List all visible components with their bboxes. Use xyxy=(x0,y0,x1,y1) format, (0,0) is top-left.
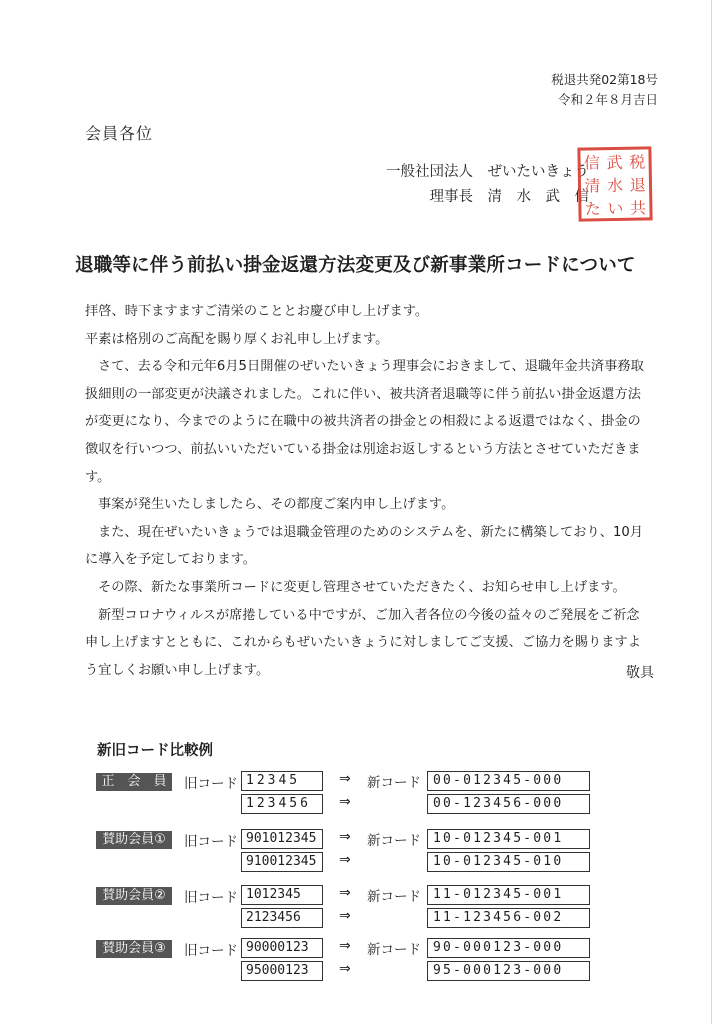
document-date: 令和２年８月吉日 xyxy=(557,92,658,107)
document-title: 退職等に伴う前払い掛金返還方法変更及び新事業所コードについて xyxy=(75,255,636,276)
page-edge-line xyxy=(711,0,712,1024)
old-code-value: 901012345 xyxy=(241,829,323,849)
body-paragraph: また、現在ぜいたいきょうでは退職金管理のためのシステムを、新たに構築しており、10月に導入を予定しております。 xyxy=(85,524,644,568)
code-group-supporting-member-1 xyxy=(96,829,596,877)
body-paragraph: 事案が発生いたしましたら、その都度ご案内申し上げます。 xyxy=(98,497,455,513)
comparison-title: 新旧コード比較例 xyxy=(97,743,213,759)
new-code-value: 00-012345-000 xyxy=(427,771,590,791)
old-code-label: 旧コード xyxy=(184,943,238,959)
sender-block xyxy=(386,160,589,210)
old-code-value: 95000123 xyxy=(241,961,323,981)
new-code-value: 11-123456-002 xyxy=(427,908,590,928)
seal-char: 共 xyxy=(629,198,647,218)
category-badge: 賛助会員② xyxy=(96,887,172,905)
seal-char: 退 xyxy=(629,175,646,195)
body-paragraph: さて、去る令和元年6月5日開催のぜいたいきょう理事会におきまして、退職年金共済事務取扱細則の一部変更が決議されました。これに伴い、被共済者退職等に伴う前払い掛金返還方法が変更になり、今までのように在職中の被共済者の掛金との相殺による返還ではなく、掛金の徴収を行いつつ、前払いいただいている掛金は別途お返しするという方法とさせていただきます。 xyxy=(85,359,644,485)
body-paragraph: その際、新たな事業所コードに変更し管理させていただきたく、お知らせ申し上げます。 xyxy=(98,579,626,595)
arrow-icon: ⇒ xyxy=(339,938,351,954)
document-number: 税退共発02第18号 xyxy=(551,72,658,87)
old-code-value: 1012345 xyxy=(241,885,323,905)
new-code-value: 10-012345-001 xyxy=(427,829,590,849)
new-code-value: 00-123456-000 xyxy=(427,794,590,814)
seal-char: 信 xyxy=(583,153,601,173)
code-group-supporting-member-3 xyxy=(96,938,596,986)
code-group-supporting-member-2 xyxy=(96,885,596,933)
seal-char: い xyxy=(607,198,624,219)
old-code-label: 旧コード xyxy=(184,834,238,850)
old-code-label: 旧コード xyxy=(184,776,238,792)
category-badge: 賛助会員① xyxy=(96,831,172,849)
sender-organization: 一般社団法人 ぜいたいきょう xyxy=(386,164,589,180)
arrow-icon: ⇒ xyxy=(339,885,351,901)
arrow-icon: ⇒ xyxy=(339,794,351,810)
new-code-label: 新コード xyxy=(367,833,421,849)
arrow-icon: ⇒ xyxy=(339,852,351,868)
code-group-regular-member xyxy=(96,771,596,819)
closing-remark: 敬具 xyxy=(626,665,654,681)
old-code-value: 910012345 xyxy=(241,852,323,872)
greeting-line: 平素は格別のご高配を賜り厚くお礼申し上げます。 xyxy=(85,331,389,347)
sender-representative: 理事長 清 水 武 信 xyxy=(429,189,589,205)
category-badge: 正 会 員 xyxy=(96,773,172,791)
greeting-line: 拝啓、時下ますますご清栄のこととお慶び申し上げます。 xyxy=(85,304,429,319)
arrow-icon: ⇒ xyxy=(339,908,351,924)
old-code-value: 123456 xyxy=(241,794,323,814)
new-code-value: 10-012345-010 xyxy=(427,852,590,872)
new-code-value: 11-012345-001 xyxy=(427,885,590,905)
arrow-icon: ⇒ xyxy=(339,771,351,787)
seal-char: た xyxy=(584,199,601,219)
new-code-value: 90-000123-000 xyxy=(427,938,590,958)
arrow-icon: ⇒ xyxy=(339,961,351,977)
new-code-value: 95-000123-000 xyxy=(427,961,590,981)
document-header xyxy=(551,70,658,110)
new-code-label: 新コード xyxy=(367,775,421,791)
seal-char: 水 xyxy=(606,175,624,196)
new-code-label: 新コード xyxy=(367,942,421,958)
old-code-value: 12345 xyxy=(241,771,323,791)
seal-char: 武 xyxy=(606,152,623,173)
recipient: 会員各位 xyxy=(85,124,154,143)
body-paragraph: 新型コロナウィルスが席捲している中ですが、ご加入者各位の今後の益々のご発展をご祈念申し上げますとともに、これからもぜいたいきょうに対しましてご支援、ご協力を賜りますよう宜しくお願い申し上げます。 xyxy=(85,607,641,678)
old-code-value: 2123456 xyxy=(241,908,323,928)
new-code-label: 新コード xyxy=(367,889,421,905)
category-badge: 賛助会員③ xyxy=(96,940,172,958)
seal-char: 清 xyxy=(584,176,601,196)
arrow-icon: ⇒ xyxy=(339,829,351,845)
official-seal-stamp xyxy=(577,146,652,221)
old-code-value: 90000123 xyxy=(241,938,323,958)
seal-char: 税 xyxy=(629,152,646,172)
old-code-label: 旧コード xyxy=(184,890,238,906)
letter-body xyxy=(85,298,645,684)
